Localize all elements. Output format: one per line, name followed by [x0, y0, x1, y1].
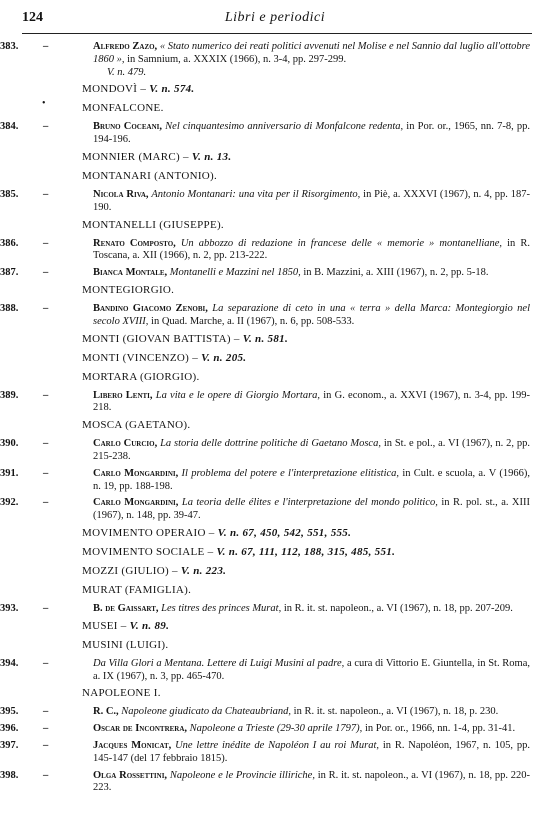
- subject-heading: [82, 527, 550, 540]
- entry-citation: in Por. or., 1965, nn. 7-8, pp. 194-196.: [93, 121, 531, 146]
- subject-heading: [82, 371, 550, 384]
- bibliography-entry: [0, 602, 530, 616]
- entry-citation: in R. it. st. napoleon., a. VI (1967), n. 18, p. 230.: [293, 706, 499, 718]
- heading-name: MONTANARI (ANTONIO).: [82, 169, 218, 182]
- bibliography-entry: [0, 302, 531, 329]
- entry-author: Libero Lenti,: [93, 389, 153, 401]
- cross-reference: V. n. 223.: [180, 564, 227, 577]
- entry-dash: –: [43, 657, 49, 669]
- entry-number: 385.: [0, 188, 19, 200]
- subject-heading: [82, 333, 550, 346]
- subject-heading: [82, 102, 550, 115]
- bibliography-entry: [0, 438, 531, 464]
- entry-citation: in R. it. st. napoleon., a. VI (1967), n. 18, pp. 220-223.: [93, 769, 530, 794]
- heading-name: MOVIMENTO OPERAIO –: [82, 526, 215, 539]
- cross-reference: V. n. 581.: [242, 332, 289, 345]
- entry-dash: –: [43, 723, 49, 735]
- margin-dot: •: [42, 98, 46, 109]
- entry-citation: in R. Toscana, a. XII (1966), n. 2, pp. 213-222.: [93, 237, 531, 262]
- bibliography-entry: [0, 121, 531, 147]
- entry-author: Bandino Giacomo Zenobi,: [93, 302, 208, 314]
- subject-heading: [82, 284, 550, 297]
- entry-author: Oscar de Incontrera,: [93, 723, 188, 735]
- entry-title: Napoleone giudicato da Chateaubriand,: [121, 706, 292, 718]
- running-title: Libri e periodici: [224, 10, 326, 25]
- bibliography-entry: [0, 769, 530, 796]
- heading-name: MOZZI (GIULIO) –: [82, 564, 178, 577]
- entry-number: 396.: [0, 723, 19, 735]
- entry-number: 392.: [0, 497, 19, 509]
- subject-heading: [82, 584, 550, 597]
- entry-author: Carlo Curcio,: [93, 438, 158, 450]
- bibliography-entry: [0, 41, 530, 79]
- entry-title: Antonio Montanari: una vita per il Risorgimento,: [151, 188, 361, 200]
- subject-heading: [82, 170, 550, 183]
- entry-number: 389.: [0, 389, 19, 401]
- heading-name: NAPOLEONE I.: [82, 687, 161, 700]
- entry-title: Nel cinquantesimo anniversario di Monfalcone redenta,: [165, 121, 404, 133]
- heading-name: MOVIMENTO SOCIALE –: [82, 545, 214, 558]
- entry-citation: in Piè, a. XXXVI (1967), n. 4, pp. 187-190.: [93, 188, 531, 213]
- cross-reference: V. n. 479.: [107, 66, 147, 78]
- cross-reference: V. n. 67, 450, 542, 551, 555.: [217, 526, 352, 539]
- entry-citation: in R. it. st. napoleon., a. VI (1967), n. 18, pp. 207-209.: [283, 602, 513, 614]
- entry-author: Carlo Mongardini,: [93, 497, 179, 509]
- entry-dash: –: [43, 438, 49, 450]
- bibliography-entry: [0, 497, 531, 523]
- cross-reference: V. n. 13.: [191, 150, 232, 163]
- subject-heading: [82, 83, 550, 96]
- entry-citation: in B. Mazzini, a. XIII (1967), n. 2, pp. 5-18.: [303, 267, 489, 279]
- entry-number: 384.: [0, 121, 19, 133]
- entry-author: Alfredo Zazo,: [93, 41, 158, 52]
- heading-name: MONNIER (MARC) –: [82, 150, 189, 163]
- bibliography-entry: [0, 237, 531, 264]
- entry-citation: in G. econom., a. XXVI (1967), n. 3-4, pp. 199-218.: [93, 389, 531, 414]
- entry-author: Olga Rossettini,: [93, 769, 168, 781]
- entry-dash: –: [43, 302, 49, 314]
- entry-number: 391.: [0, 467, 19, 479]
- entry-title: La teoria delle élites e l'interpretazione del mondo politico,: [181, 497, 438, 509]
- entry-citation: a cura di Vittorio E. Giuntella, in St. Roma, a. IX (1967), n. 3, pp. 465-470.: [93, 657, 530, 682]
- subject-heading: [82, 639, 550, 652]
- subject-heading: [82, 352, 550, 365]
- entry-number: 386.: [0, 237, 19, 249]
- heading-name: MORTARA (GIORGIO).: [82, 370, 200, 383]
- entry-title: Da Villa Glori a Mentana. Lettere di Luigi Musini al padre,: [93, 657, 345, 669]
- entry-citation: in R. pol. st., a. XIII (1967), n. 148, pp. 39-47.: [93, 497, 531, 522]
- entry-citation: in R. Napoléon, 1967, n. 105, pp. 145-147 (del 17 febbraio 1815).: [93, 739, 531, 764]
- entry-number: 390.: [0, 438, 19, 450]
- entry-title: Les titres des princes Murat,: [161, 602, 282, 614]
- page-number: 124: [22, 10, 43, 25]
- bibliography-entry: [0, 267, 530, 280]
- entry-author: Carlo Mongardini,: [93, 467, 179, 479]
- entry-dash: –: [43, 706, 49, 718]
- entry-title: La separazione di ceto in una « terra » della Marca: Montegiorgio nel secolo XVIII,: [93, 302, 531, 327]
- heading-name: MONTI (VINCENZO) –: [82, 351, 198, 364]
- heading-name: MONFALCONE.: [82, 102, 164, 115]
- entry-title: Une lettre inédite de Napoléon I au roi Murat,: [175, 739, 379, 751]
- bibliography-entry: [0, 467, 531, 494]
- subject-heading: [82, 546, 550, 559]
- entry-title: Il problema del potere e l'interpretazione elitistica,: [181, 467, 400, 479]
- subject-heading: [82, 419, 550, 432]
- entry-number: 394.: [0, 657, 19, 669]
- entry-dash: –: [43, 602, 49, 614]
- entry-title: Napoleone e le Provincie illiriche,: [169, 769, 315, 781]
- bibliography-entry: [0, 657, 530, 684]
- entry-dash: –: [43, 121, 49, 133]
- entry-number: 395.: [0, 706, 19, 718]
- entry-title: Napoleone a Trieste (29-30 aprile 1797),: [189, 723, 363, 735]
- entry-citation: in Quad. Marche, a. II (1967), n. 6, pp. 508-533.: [151, 315, 355, 327]
- entry-author: Bruno Coceani,: [93, 121, 162, 133]
- bibliography-list: [0, 41, 550, 799]
- entry-author: Renato Composto,: [93, 237, 176, 249]
- bibliography-entry: [0, 723, 530, 736]
- entry-citation: in Por. or., 1966, nn. 1-4, pp. 31-41.: [364, 723, 516, 735]
- entry-author: B. de Gaissart,: [93, 602, 159, 614]
- entry-title: Un abbozzo di redazione in francese delle « memorie » montanelliane,: [180, 237, 503, 249]
- entry-number: 398.: [0, 769, 19, 781]
- entry-number: 383.: [0, 41, 19, 52]
- bibliography-entry: [0, 739, 531, 766]
- subject-heading: [82, 151, 550, 164]
- heading-name: MURAT (FAMIGLIA).: [82, 583, 192, 596]
- cross-reference: V. n. 574.: [149, 83, 195, 96]
- entry-author: Jacques Monicat,: [93, 739, 172, 751]
- header-rule: [22, 33, 532, 34]
- entry-citation: in Samnium, a. XXXIX (1966), n. 3-4, pp. 297-299.: [127, 53, 347, 65]
- entry-dash: –: [43, 497, 49, 509]
- entry-dash: –: [43, 237, 49, 249]
- entry-number: 387.: [0, 267, 19, 279]
- entry-dash: –: [43, 467, 49, 479]
- bibliography-entry: [0, 706, 530, 719]
- entry-number: 397.: [0, 739, 19, 751]
- cross-reference: V. n. 67, 111, 112, 188, 315, 485, 551.: [216, 545, 396, 558]
- entry-number: 393.: [0, 602, 19, 614]
- heading-name: MUSEI –: [82, 619, 127, 632]
- bibliography-entry: [0, 188, 531, 215]
- page-header: [22, 10, 528, 30]
- cross-reference: V. n. 89.: [129, 619, 170, 632]
- heading-name: MONDOVÌ –: [82, 83, 147, 96]
- subject-heading: [82, 687, 550, 700]
- entry-author: R. C.,: [93, 706, 119, 718]
- entry-title: « Stato numerico dei reati politici avvenuti nel Molise e nel Sannio dal luglio all'ottobre 1860 »,: [93, 41, 530, 65]
- entry-citation: in Cult. e scuola, a. V (1966), n. 19, pp. 188-198.: [93, 467, 531, 492]
- entry-title: Montanelli e Mazzini nel 1850,: [169, 267, 301, 279]
- heading-name: MONTANELLI (GIUSEPPE).: [82, 218, 224, 231]
- heading-name: MONTEGIORGIO.: [82, 283, 175, 296]
- entry-number: 388.: [0, 302, 19, 314]
- entry-dash: –: [43, 769, 49, 781]
- entry-author: Bianca Montale,: [93, 267, 168, 279]
- heading-name: MONTI (GIOVAN BATTISTA) –: [82, 332, 240, 345]
- subject-heading: [82, 620, 550, 633]
- entry-title: La storia delle dottrine politiche di Gaetano Mosca,: [160, 438, 381, 450]
- subject-heading: [82, 565, 550, 578]
- entry-dash: –: [43, 739, 49, 751]
- entry-title: La vita e le opere di Giorgio Mortara,: [155, 389, 321, 401]
- subject-heading: [82, 219, 550, 232]
- entry-author: Nicola Riva,: [93, 188, 149, 200]
- entry-dash: –: [43, 188, 49, 200]
- entry-dash: –: [43, 267, 49, 279]
- bibliography-entry: [0, 389, 531, 416]
- heading-name: MUSINI (LUIGI).: [82, 638, 169, 651]
- heading-name: MOSCA (GAETANO).: [82, 419, 191, 432]
- cross-reference: V. n. 205.: [201, 351, 247, 364]
- entry-dash: –: [43, 389, 49, 401]
- entry-citation: in St. e pol., a. VI (1967), n. 2, pp. 215-238.: [93, 438, 531, 462]
- entry-dash: –: [43, 41, 49, 52]
